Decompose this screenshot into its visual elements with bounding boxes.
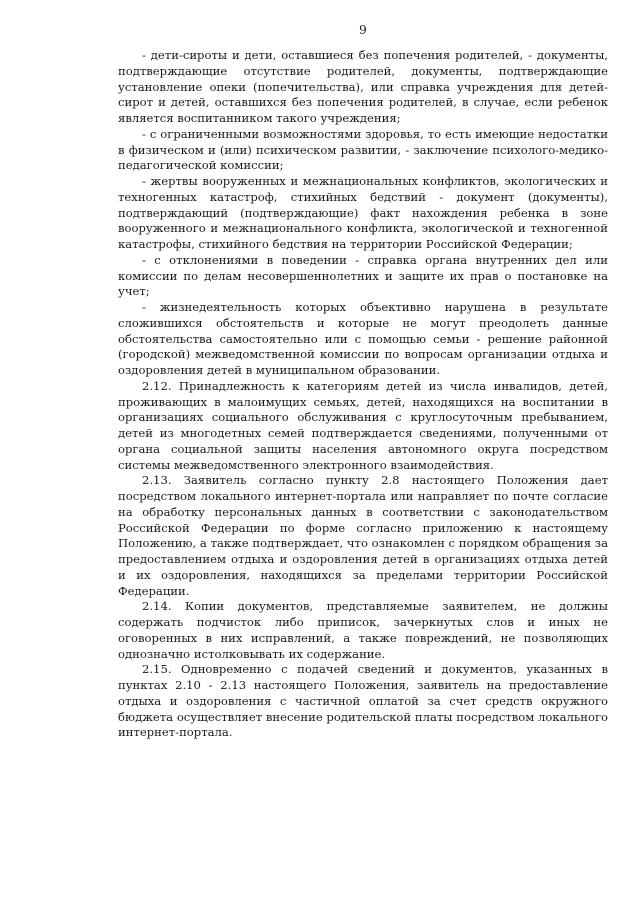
document-page — [118, 22, 608, 741]
paragraph-2-14: 2.14. Копии документов, представляемые заявителем, не должны содержать подчисток либо приписок, зачеркнутых слов и иных не оговоренных в них исправлений, а также повреждений, не позволяющих однозначно истолковывать их содержание. — [118, 599, 608, 661]
paragraph-life-disrupted: - жизнедеятельность которых объективно нарушена в результате сложившихся обстоятельств и которые не могут преодолеть данные обстоятельства самостоятельно или с помощью семьи - решение районной (городской) межведомственной комиссии по вопросам организации отдыха и оздоровления детей в муниципальном образовании. — [118, 300, 608, 377]
paragraph-2-15: 2.15. Одновременно с подачей сведений и документов, указанных в пунктах 2.10 - 2.13 настоящего Положения, заявитель на предоставление отдыха и оздоровления с частичной оплатой за счет средств окружного бюджета осуществляет внесение родительской платы посредством локального интернет-портала. — [118, 662, 608, 740]
paragraph-conflict-victims: - жертвы вооруженных и межнациональных конфликтов, экологических и техногенных катастроф, стихийных бедствий - документ (документы), подтверждающий (подтверждающие) факт нахождения ребенка в зоне вооруженного и межнационального конфликта, экологической и техногенной катастрофы, стихийного бедствия на территории Российской Федерации; — [118, 174, 608, 251]
paragraph-2-12: 2.12. Принадлежность к категориям детей из числа инвалидов, детей, проживающих в малоимущих семьях, детей, находящихся на воспитании в организациях социального обслуживания с круглосуточным пребыванием, детей из многодетных семей подтверждается сведениями, полученными от органа социальной защиты населения автономного округа посредством системы межведомственного электронного взаимодействия. — [118, 378, 608, 472]
paragraph-orphans: - дети-сироты и дети, оставшиеся без попечения родителей, - документы, подтверждающие отсутствие родителей, документы, подтверждающие установление опеки (попечительства), или справка учреждения для детей-сирот и детей, оставшихся без попечения родителей, в случае, если ребенок является воспитанником такого учреждения; — [118, 48, 608, 125]
paragraph-2-13: 2.13. Заявитель согласно пункту 2.8 настоящего Положения дает посредством локального интернет-портала или направляет по почте согласие на обработку персональных данных в соответствии с законодательством Российской Федерации по форме согласно приложению к настоящему Положению, а также подтверждает, что ознакомлен с порядком обращения за предоставлением отдыха и оздоровления детей в организациях отдыха детей и их оздоровления, находящихся за пределами территории Российской Федерации. — [118, 473, 608, 598]
page-number: 9 — [359, 23, 367, 37]
paragraph-behavior-deviations: - с отклонениями в поведении - справка органа внутренних дел или комиссии по делам несовершеннолетних и защите их прав о постановке на учет; — [118, 252, 608, 299]
paragraph-disabilities: - с ограниченными возможностями здоровья, то есть имеющие недостатки в физическом и (или) психическом развитии, - заключение психолого-медико-педагогической комиссии; — [118, 126, 608, 173]
